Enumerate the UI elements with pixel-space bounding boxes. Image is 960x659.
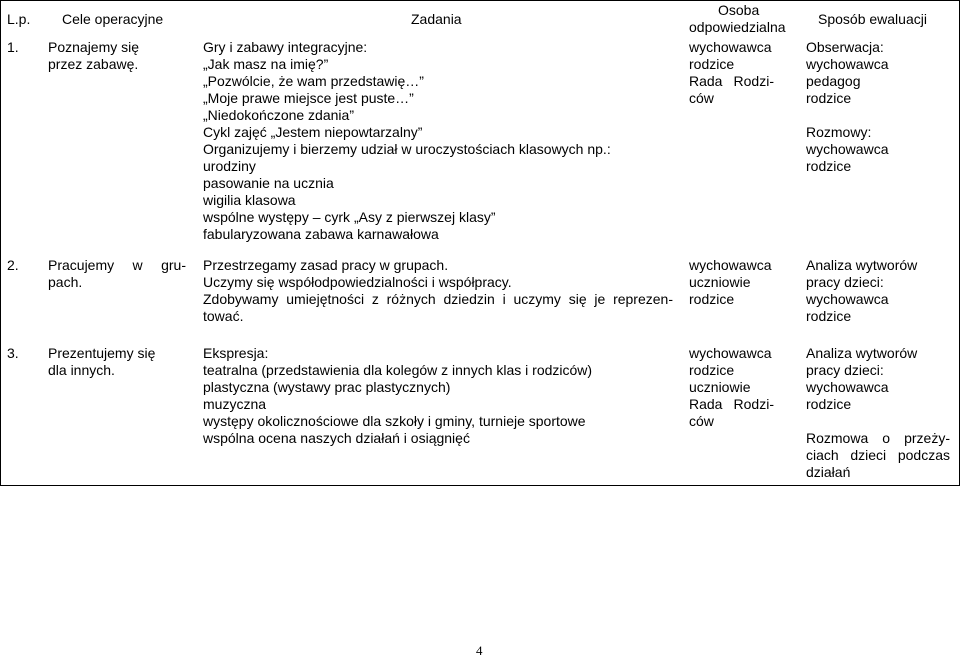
row3-sposob-line: wychowawca [806,379,889,395]
row2-osoba-line: rodzice [689,291,735,307]
row1-zadania-line: Organizujemy i bierzemy udział w uroczystościach klasowych np.: [203,141,611,157]
row3-cel-line: dla innych. [48,362,115,378]
row1-cel-line: przez zabawę. [48,56,139,72]
row1-zadania-line: Gry i zabawy integracyjne: [203,39,368,55]
row1-sposob-line: Rozmowy: [806,124,872,140]
row3-zadania-line: Ekspresja: [203,345,269,361]
row3-osoba-line: Rada Rodzi- [689,396,774,412]
row2-zadania-line: Zdobywamy umiejętności z różnych dziedzin i uczymy się je reprezen- [203,291,673,307]
row3-zadania-line: wspólna ocena naszych działań i osiągnięć [203,430,470,446]
row2-number: 2. [7,257,19,273]
row1-sposob-line: rodzice [806,90,852,106]
row2-sposob-line: Analiza wytworów [806,257,918,273]
row3-number: 3. [7,345,19,361]
row2-zadania-line: tować. [203,308,244,324]
row3-zadania-line: muzyczna [203,396,267,412]
row1-sposob-line: wychowawca [806,56,889,72]
header-sposob: Sposób ewaluacji [818,11,927,27]
row3-osoba-line: wychowawca [689,345,772,361]
row3-zadania-line: występy okolicznościowe dla szkoły i gminy, turnieje sportowe [203,413,586,429]
row3-osoba-line: rodzice [689,362,735,378]
row1-zadania-line: „Jak masz na imię?” [203,56,329,72]
row3-sposob-line: pracy dzieci: [806,362,884,378]
row1-cel-line: Poznajemy się [48,39,140,55]
table-top-border [0,0,960,1]
row3-cel-line: Prezentujemy się [48,345,156,361]
row3-osoba-line: uczniowie [689,379,751,395]
row1-zadania-line: urodziny [203,158,256,174]
row2-osoba-line: uczniowie [689,274,751,290]
table-bottom-border [0,485,960,486]
row2-cel-line: Pracujemy w gru- [48,257,186,273]
page-number: 4 [476,643,483,658]
row1-osoba-line: wychowawca [689,39,772,55]
row3-sposob-line: Analiza wytworów [806,345,918,361]
row3-sposob-line: rodzice [806,396,852,412]
header-osoba-line2: odpowiedzialna [689,19,786,35]
row1-zadania-line: wspólne występy – cyrk „Asy z pierwszej klasy” [203,209,496,225]
header-zadania: Zadania [411,11,462,27]
header-osoba-line1: Osoba [718,2,760,18]
row2-sposob-line: wychowawca [806,291,889,307]
row1-zadania-line: fabularyzowana zabawa karnawałowa [203,226,439,242]
row1-zadania-line: wigilia klasowa [203,192,296,208]
row3-osoba-line: ców [689,413,714,429]
row2-sposob-line: rodzice [806,308,852,324]
row1-zadania-line: „Pozwólcie, że wam przedstawię…” [203,73,424,89]
row1-osoba-line: Rada Rodzi- [689,73,774,89]
row1-osoba-line: rodzice [689,56,735,72]
row1-zadania-line: pasowanie na ucznia [203,175,334,191]
row3-zadania-line: plastyczna (wystawy prac plastycznych) [203,379,451,395]
row1-zadania-line: „Niedokończone zdania” [203,107,354,123]
row2-osoba-line: wychowawca [689,257,772,273]
row3-zadania-line: teatralna (przedstawienia dla kolegów z innych klas i rodziców) [203,362,593,378]
table-left-border [0,0,1,486]
row1-sposob-line: pedagog [806,73,861,89]
row1-sposob-line: Obserwacja: [806,39,884,55]
row2-zadania-line: Uczymy się współodpowiedzialności i współpracy. [203,274,512,290]
row2-zadania-line: Przestrzegamy zasad pracy w grupach. [203,257,449,273]
row1-osoba-line: ców [689,90,714,106]
row3-sposob-line: ciach dzieci podczas [806,447,950,463]
row1-number: 1. [7,39,19,55]
row2-sposob-line: pracy dzieci: [806,274,884,290]
header-cele: Cele operacyjne [62,11,164,27]
row3-sposob-line: działań [806,464,851,480]
row1-sposob-line: wychowawca [806,141,889,157]
row3-sposob-line: Rozmowa o przeży- [806,430,950,446]
row1-zadania-line: Cykl zajęć „Jestem niepowtarzalny” [203,124,423,140]
row1-sposob-line: rodzice [806,158,852,174]
header-lp: L.p. [7,11,31,27]
row1-zadania-line: „Moje prawe miejsce jest puste…” [203,90,414,106]
row2-cel-line: pach. [48,274,83,290]
